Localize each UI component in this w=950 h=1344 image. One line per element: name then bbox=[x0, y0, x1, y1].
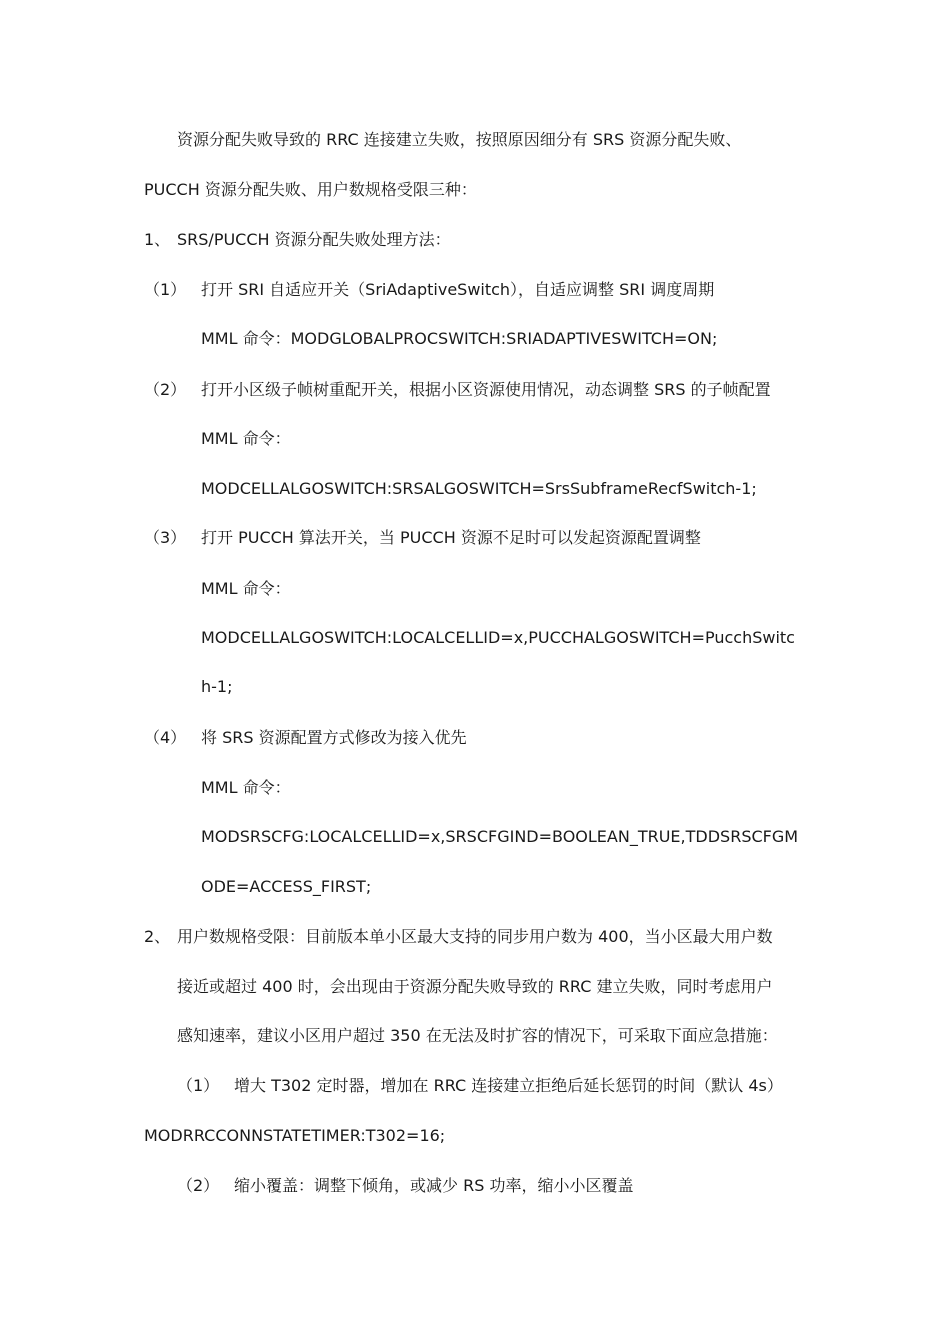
measure-1-command: MODRRCCONNSTATETIMER:T302=16; bbox=[144, 1126, 446, 1145]
measure-2-number: （2） bbox=[177, 1176, 220, 1195]
item-1-text: 打开 SRI 自适应开关（SriAdaptiveSwitch），自适应调整 SRI 调度周期 bbox=[201, 280, 715, 299]
item-3-text: 打开 PUCCH 算法开关，当 PUCCH 资源不足时可以发起资源配置调整 bbox=[201, 528, 701, 547]
item-1-number: （1） bbox=[144, 280, 187, 299]
item-4-command-label: MML 命令： bbox=[201, 778, 291, 797]
item-1-command: MML 命令：MODGLOBALPROCSWITCH:SRIADAPTIVESWITCH=ON; bbox=[201, 329, 718, 348]
item-3-number: （3） bbox=[144, 528, 187, 547]
section-2-line-1: 用户数规格受限：目前版本单小区最大支持的同步用户数为 400，当小区最大用户数 bbox=[177, 927, 773, 946]
item-3-command-line-2: h-1; bbox=[201, 677, 233, 696]
item-2-command: MODCELLALGOSWITCH:SRSALGOSWITCH=SrsSubframeRecfSwitch-1; bbox=[201, 479, 757, 498]
measure-1-text: 增大 T302 定时器，增加在 RRC 连接建立拒绝后延长惩罚的时间（默认 4s） bbox=[234, 1076, 783, 1095]
item-2-text: 打开小区级子帧树重配开关，根据小区资源使用情况，动态调整 SRS 的子帧配置 bbox=[201, 380, 771, 399]
item-3-command-line-1: MODCELLALGOSWITCH:LOCALCELLID=x,PUCCHALGOSWITCH=PucchSwitc bbox=[201, 628, 795, 647]
item-3-command-label: MML 命令： bbox=[201, 579, 291, 598]
item-2-number: （2） bbox=[144, 380, 187, 399]
intro-line-2: PUCCH 资源分配失败、用户数规格受限三种： bbox=[144, 180, 477, 199]
section-2-number: 2、 bbox=[144, 927, 171, 946]
item-4-number: （4） bbox=[144, 728, 187, 747]
measure-2-text: 缩小覆盖：调整下倾角，或减少 RS 功率，缩小小区覆盖 bbox=[234, 1176, 634, 1195]
item-4-text: 将 SRS 资源配置方式修改为接入优先 bbox=[201, 728, 467, 747]
section-1-number: 1、 bbox=[144, 230, 171, 249]
item-2-command-label: MML 命令： bbox=[201, 429, 291, 448]
section-2-line-3: 感知速率，建议小区用户超过 350 在无法及时扩容的情况下，可采取下面应急措施： bbox=[177, 1026, 778, 1045]
section-2-line-2: 接近或超过 400 时，会出现由于资源分配失败导致的 RRC 建立失败，同时考虑用户 bbox=[177, 977, 773, 996]
measure-1-number: （1） bbox=[177, 1076, 220, 1095]
item-4-command-line-1: MODSRSCFG:LOCALCELLID=x,SRSCFGIND=BOOLEAN_TRUE,TDDSRSCFGM bbox=[201, 827, 799, 846]
intro-line-1: 资源分配失败导致的 RRC 连接建立失败，按照原因细分有 SRS 资源分配失败、 bbox=[177, 130, 742, 149]
section-1-title: SRS/PUCCH 资源分配失败处理方法： bbox=[177, 230, 451, 249]
item-4-command-line-2: ODE=ACCESS_FIRST; bbox=[201, 877, 372, 896]
